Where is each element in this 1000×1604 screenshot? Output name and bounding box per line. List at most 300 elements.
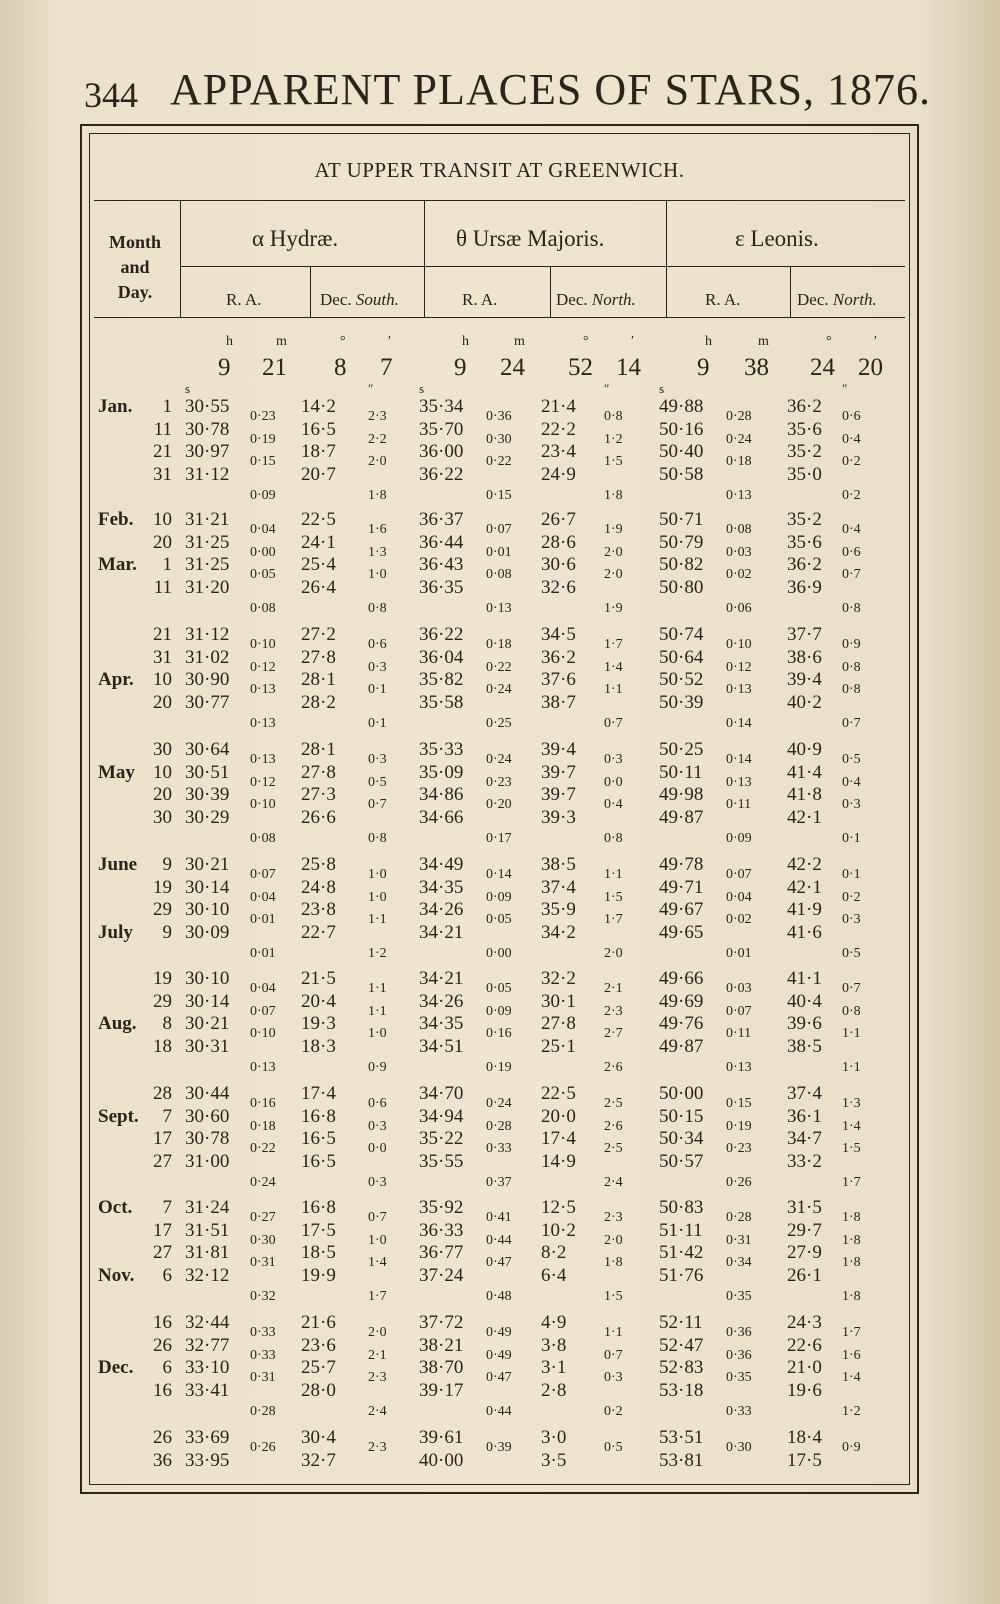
day-label: 7 [162,1105,172,1127]
difference-value: 0·8 [842,682,861,698]
table-cell: 24·1 [301,531,336,553]
difference-value: 0·44 [486,1232,512,1248]
star1-ra-dec-rule [310,266,311,317]
table-cell: 30·29 [185,806,230,828]
difference-value: 0·8 [604,409,623,424]
difference-value: 0·16 [486,1026,512,1042]
table-cell: 39·7 [541,784,576,806]
difference-value: 0·5 [842,752,861,767]
difference-value: 2·0 [368,1325,387,1340]
table-cell: 40·2 [787,691,822,713]
table-cell: 32·2 [541,968,576,989]
table-cell: 50·79 [659,531,704,553]
unit-min-1: ′ [388,334,392,349]
table-cell: 38·5 [541,854,576,875]
dec-base-degrees-2: 52 [568,354,593,381]
difference-value: 0·10 [726,637,752,652]
month-header-line-1: Month [108,232,161,252]
difference-value: 0·07 [726,867,752,882]
difference-value: 0·1 [842,867,861,882]
difference-value: 0·23 [486,774,512,790]
difference-value: 2·3 [604,1003,623,1019]
group-difference-value: 1·2 [368,946,387,961]
difference-value: 0·4 [604,797,623,813]
table-cell: 21·5 [301,968,336,989]
difference-value: 0·3 [368,659,387,675]
difference-value: 0·7 [842,981,861,996]
difference-value: 0·08 [486,567,512,583]
group-difference-value: 0·08 [250,601,276,616]
group-difference-value: 0·13 [486,601,512,616]
table-cell: 32·44 [185,1312,230,1333]
difference-value: 1·6 [368,522,387,537]
table-cell: 36·43 [419,554,464,576]
difference-value: 1·7 [842,1325,861,1340]
group-difference-value: 0·48 [486,1289,512,1304]
ra-base-minutes-2: 24 [500,354,525,381]
unit-m-1: m [276,334,287,349]
difference-value: 2·0 [604,1232,623,1248]
ra-base-hours-3: 9 [697,354,710,381]
table-cell: 12·5 [541,1197,576,1218]
group-difference-value: 0·32 [250,1289,276,1304]
table-cell: 31·25 [185,554,230,576]
table-cell: 8·2 [541,1242,567,1264]
table-cell: 39·4 [787,669,822,691]
page-header [84,64,932,124]
table-cell: 30·51 [185,761,230,783]
table-cell: 36·33 [419,1219,464,1241]
group-difference-value: 0·8 [842,601,861,616]
table-caption: AT UPPER TRANSIT AT GREENWICH. [314,158,685,182]
difference-value: 2·6 [604,1118,623,1134]
dec-direction: North. [832,290,877,309]
table-cell: 35·6 [787,418,822,440]
table-cell: 19·6 [787,1379,822,1401]
table-cell: 34·86 [419,784,464,806]
dec-base-degrees-3: 24 [810,354,835,381]
difference-value: 0·49 [486,1325,512,1340]
table-cell: 37·4 [787,1083,822,1104]
day-label: 31 [153,646,172,668]
table-cell: 49·71 [659,876,704,898]
table-cell: 18·5 [301,1242,336,1264]
day-label: 10 [153,669,172,691]
difference-value: 2·1 [604,981,623,996]
group-difference-value: 0·5 [842,946,861,961]
difference-value: 0·15 [726,1096,752,1111]
group-difference-value: 0·13 [726,1060,752,1075]
table-cell: 38·70 [419,1357,464,1379]
difference-value: 0·33 [486,1141,512,1157]
difference-value: 1·0 [368,889,387,905]
star1-star2-rule [424,200,425,317]
difference-value: 0·10 [250,637,276,652]
day-label: 29 [153,899,172,921]
table-cell: 38·7 [541,691,576,713]
col-head-dec-2 [556,290,636,310]
table-cell: 4·9 [541,1312,567,1333]
difference-value: 2·3 [604,1210,623,1225]
sub-unit-marker: ″ [604,381,610,396]
difference-value: 2·5 [604,1141,623,1157]
table-cell: 50·34 [659,1128,704,1150]
unit-min-2: ′ [631,334,635,349]
difference-value: 0·04 [250,522,276,537]
table-cell: 27·2 [301,624,336,645]
dec-label: Dec. [556,290,588,309]
table-inner-frame [89,133,910,1485]
table-cell: 14·9 [541,1150,576,1172]
table-cell: 53·81 [659,1449,704,1471]
table-cell: 17·5 [301,1219,336,1241]
table-cell: 53·18 [659,1379,704,1401]
table-cell: 33·41 [185,1379,230,1401]
difference-value: 0·01 [250,912,276,928]
month-label: Oct. [98,1197,133,1218]
difference-value: 0·24 [726,431,752,447]
table-cell: 42·2 [787,854,822,875]
table-cell: 39·6 [787,1013,822,1035]
table-cell: 36·35 [419,576,464,598]
group-difference-value: 1·1 [842,1060,861,1075]
page-title: APPARENT PLACES OF STARS, 1876. [170,65,932,114]
difference-value: 1·2 [604,431,623,447]
month-header-line-2: and [120,257,150,277]
table-cell: 26·4 [301,576,336,598]
group-difference-value: 1·8 [368,488,387,503]
difference-value: 0·3 [368,752,387,767]
difference-value: 1·1 [368,1003,387,1019]
difference-value: 2·7 [604,1026,623,1042]
difference-value: 1·4 [842,1370,861,1386]
difference-value: 1·7 [604,637,623,652]
difference-value: 0·31 [250,1255,276,1271]
group-difference-value: 2·4 [368,1404,387,1419]
group-difference-value: 0·7 [604,716,623,731]
difference-value: 0·28 [486,1118,512,1134]
difference-value: 0·07 [250,1003,276,1019]
table-cell: 17·4 [301,1083,336,1104]
difference-value: 0·02 [726,567,752,583]
difference-value: 0·07 [250,867,276,882]
table-cell: 30·21 [185,854,230,875]
table-cell: 39·4 [541,739,576,760]
table-cell: 34·49 [419,854,464,875]
difference-value: 1·0 [368,1232,387,1248]
table-cell: 19·3 [301,1013,336,1035]
day-label: 21 [153,441,172,463]
table-cell: 39·3 [541,806,576,828]
difference-value: 0·18 [726,454,752,470]
difference-value: 1·9 [604,522,623,537]
difference-value: 0·20 [486,797,512,813]
difference-value: 0·7 [842,567,861,583]
difference-value: 0·23 [250,409,276,424]
difference-value: 1·6 [842,1347,861,1363]
star-name-rule [180,266,905,267]
group-difference-value: 0·17 [486,831,512,846]
difference-value: 0·6 [368,637,387,652]
table-cell: 50·83 [659,1197,704,1218]
table-cell: 34·21 [419,921,464,943]
day-label: 28 [153,1083,172,1104]
difference-value: 0·10 [250,797,276,813]
day-label: 18 [153,1035,172,1057]
group-difference-value: 0·19 [486,1060,512,1075]
table-cell: 30·10 [185,968,230,989]
header-bottom-rule [94,317,905,318]
table-cell: 51·76 [659,1264,704,1286]
difference-value: 0·3 [368,1118,387,1134]
table-cell: 35·0 [787,463,822,485]
table-cell: 31·20 [185,576,230,598]
table-cell: 24·3 [787,1312,822,1333]
table-cell: 25·7 [301,1357,336,1379]
table-cell: 50·00 [659,1083,704,1104]
col-head-dec-1 [320,290,399,310]
table-cell: 31·5 [787,1197,822,1218]
table-cell: 26·6 [301,806,336,828]
table-cell: 24·8 [301,876,336,898]
table-cell: 36·2 [787,396,822,417]
table-cell: 41·8 [787,784,822,806]
day-label: 19 [153,968,172,989]
table-cell: 34·5 [541,624,576,645]
table-cell: 36·22 [419,463,464,485]
table-cell: 49·87 [659,1035,704,1057]
table-cell: 27·8 [541,1013,576,1035]
difference-value: 0·13 [250,752,276,767]
difference-value: 0·18 [486,637,512,652]
group-difference-value: 1·5 [604,1289,623,1304]
table-cell: 14·2 [301,396,336,417]
table-cell: 49·78 [659,854,704,875]
difference-value: 1·7 [604,912,623,928]
difference-value: 0·31 [250,1370,276,1386]
table-cell: 32·7 [301,1449,336,1471]
table-cell: 31·24 [185,1197,230,1218]
table-cell: 34·51 [419,1035,464,1057]
table-cell: 28·6 [541,531,576,553]
dec-base-minutes-2: 14 [616,354,641,381]
table-cell: 30·78 [185,418,230,440]
table-cell: 21·6 [301,1312,336,1333]
table-cell: 30·6 [541,554,576,576]
col-head-ra-3: R. A. [705,290,741,309]
table-cell: 20·4 [301,990,336,1012]
table-cell: 31·12 [185,624,230,645]
difference-value: 0·13 [250,682,276,698]
difference-value: 2·0 [604,544,623,560]
star-name-epsilon-leonis: ε Leonis. [735,226,819,251]
table-cell: 36·77 [419,1242,464,1264]
difference-value: 0·4 [842,431,861,447]
day-label: 26 [153,1427,172,1448]
table-cell: 25·4 [301,554,336,576]
difference-value: 1·0 [368,1026,387,1042]
table-cell: 50·80 [659,576,704,598]
group-difference-value: 0·15 [486,488,512,503]
table-cell: 26·1 [787,1264,822,1286]
group-difference-value: 2·6 [604,1060,623,1075]
table-cell: 23·6 [301,1334,336,1356]
difference-value: 0·19 [250,431,276,447]
table-cell: 38·21 [419,1334,464,1356]
group-difference-value: 1·7 [842,1175,861,1190]
difference-value: 1·5 [604,889,623,905]
table-cell: 35·2 [787,441,822,463]
dec-base-minutes-1: 7 [380,354,393,381]
table-cell: 37·72 [419,1312,464,1333]
dec-direction: South. [355,290,399,309]
table-cell: 35·9 [541,899,576,921]
difference-value: 0·47 [486,1255,512,1271]
difference-value: 0·34 [726,1255,752,1271]
group-difference-value: 0·8 [368,601,387,616]
table-cell: 50·15 [659,1105,704,1127]
table-cell: 49·67 [659,899,704,921]
table-cell: 30·55 [185,396,230,417]
difference-value: 0·24 [486,752,512,767]
month-label: May [98,761,135,783]
group-difference-value: 0·33 [726,1404,752,1419]
table-cell: 22·6 [787,1334,822,1356]
group-difference-value: 0·7 [842,716,861,731]
difference-value: 0·30 [250,1232,276,1248]
table-cell: 30·44 [185,1083,230,1104]
star3-ra-dec-rule [790,266,791,317]
difference-value: 1·4 [604,659,623,675]
table-cell: 2·8 [541,1379,567,1401]
difference-value: 1·0 [368,867,387,882]
col-head-dec-3 [797,290,877,310]
table-cell: 27·9 [787,1242,822,1264]
day-label: 27 [153,1150,172,1172]
day-label: 17 [153,1219,172,1241]
table-cell: 30·4 [301,1427,336,1448]
month-header-line-3: Day. [117,282,153,302]
difference-value: 0·02 [726,912,752,928]
table-cell: 49·87 [659,806,704,828]
difference-value: 2·0 [604,567,623,583]
table-cell: 37·24 [419,1264,464,1286]
table-cell: 33·10 [185,1357,230,1379]
group-difference-value: 1·9 [604,601,623,616]
table-cell: 30·97 [185,441,230,463]
day-label: 20 [153,531,172,553]
day-label: 30 [153,806,172,828]
group-difference-value: 2·0 [604,946,623,961]
month-column-header [90,230,180,305]
group-difference-value: 0·1 [368,716,387,731]
difference-value: 0·3 [842,797,861,813]
difference-value: 0·01 [486,544,512,560]
difference-value: 0·28 [726,409,752,424]
table-cell: 20·0 [541,1105,576,1127]
table-cell: 50·25 [659,739,704,760]
day-label: 11 [153,576,172,598]
table-cell: 50·57 [659,1150,704,1172]
group-difference-value: 1·2 [842,1404,861,1419]
difference-value: 0·12 [250,774,276,790]
table-cell: 30·14 [185,876,230,898]
day-label: 6 [162,1357,172,1379]
month-col-rule [180,200,181,317]
table-cell: 35·6 [787,531,822,553]
table-cell: 30·78 [185,1128,230,1150]
table-cell: 30·10 [185,899,230,921]
table-cell: 30·31 [185,1035,230,1057]
table-cell: 35·82 [419,669,464,691]
table-cell: 50·64 [659,646,704,668]
table-cell: 30·60 [185,1105,230,1127]
table-cell: 28·2 [301,691,336,713]
difference-value: 1·1 [604,1325,623,1340]
difference-value: 0·5 [368,774,387,790]
difference-value: 0·11 [726,1026,752,1042]
difference-value: 0·05 [250,567,276,583]
sub-unit-marker: s [659,381,665,396]
day-label: 1 [162,554,172,576]
group-difference-value: 0·09 [250,488,276,503]
difference-value: 2·0 [368,454,387,470]
difference-value: 0·3 [604,752,623,767]
table-cell: 38·5 [787,1035,822,1057]
group-difference-value: 0·9 [368,1060,387,1075]
difference-value: 0·8 [842,659,861,675]
table-cell: 36·1 [787,1105,822,1127]
star-name-alpha-hydrae: α Hydræ. [252,226,339,251]
table-cell: 49·76 [659,1013,704,1035]
group-difference-value: 0·8 [604,831,623,846]
difference-value: 0·18 [250,1118,276,1134]
table-cell: 20·7 [301,463,336,485]
difference-value: 0·22 [250,1141,276,1157]
table-cell: 25·8 [301,854,336,875]
table-cell: 39·61 [419,1427,464,1448]
day-label: 27 [153,1242,172,1264]
table-cell: 29·7 [787,1219,822,1241]
difference-value: 0·7 [368,1210,387,1225]
day-label: 30 [153,739,172,760]
day-label: 36 [153,1449,172,1471]
difference-value: 0·35 [726,1370,752,1386]
table-cell: 39·17 [419,1379,464,1401]
group-difference-value: 0·13 [250,716,276,731]
table-cell: 50·11 [659,761,703,783]
difference-value: 0·4 [842,522,861,537]
difference-value: 0·1 [368,682,387,698]
table-cell: 40·9 [787,739,822,760]
difference-value: 0·14 [726,752,752,767]
unit-min-3: ′ [874,334,878,349]
table-cell: 34·35 [419,1013,464,1035]
difference-value: 0·2 [842,454,861,470]
day-label: 19 [153,876,172,898]
table-cell: 30·14 [185,990,230,1012]
table-cell: 3·0 [541,1427,567,1448]
difference-value: 0·28 [726,1210,752,1225]
table-cell: 34·26 [419,990,464,1012]
unit-h-3: h [705,334,712,349]
table-cell: 42·1 [787,806,822,828]
difference-value: 0·03 [726,981,752,996]
table-cell: 41·4 [787,761,822,783]
ra-base-minutes-1: 21 [262,354,287,381]
day-label: 20 [153,691,172,713]
caption-rule [94,200,905,201]
